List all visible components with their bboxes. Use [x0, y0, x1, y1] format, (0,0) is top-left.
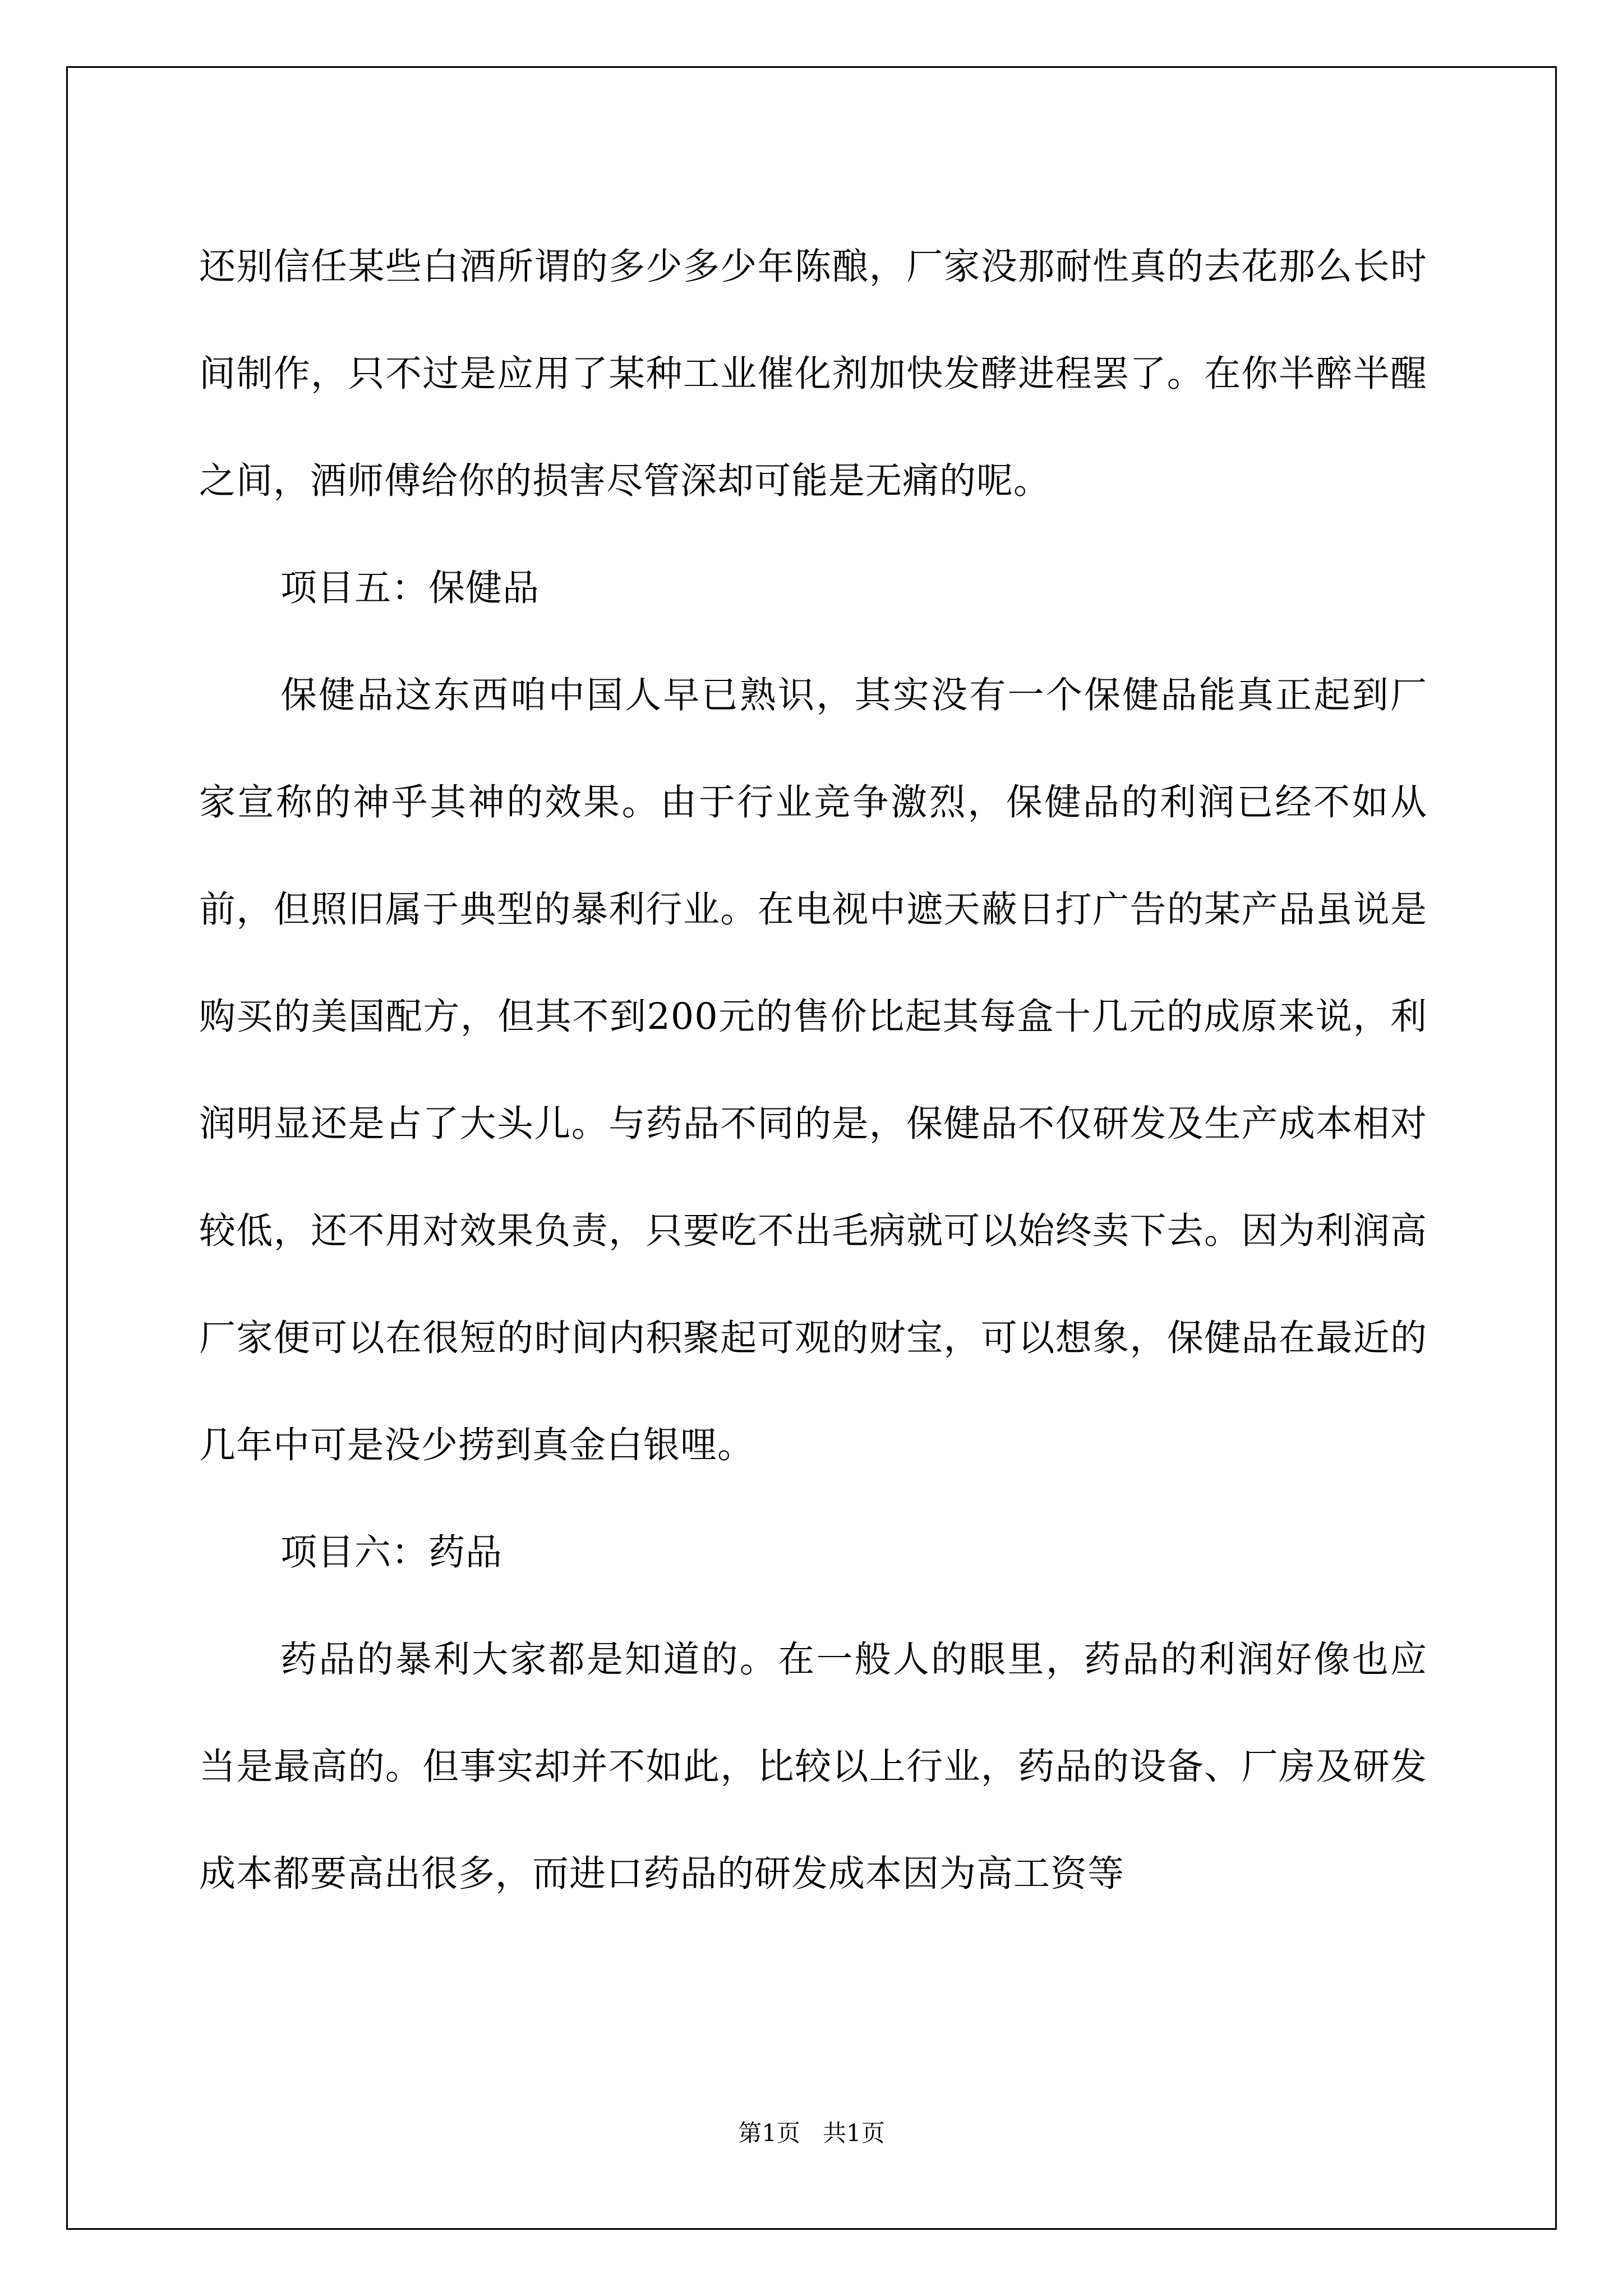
paragraph-1: 还别信任某些白酒所谓的多少多少年陈酿，厂家没那耐性真的去花那么长时间制作，只不过是应用了某种工业催化剂加快发酵进程罢了。在你半醉半醒之间，酒师傅给你的损害尽管深却可能是无痛的呢。 [199, 246, 1427, 502]
paragraph-health-products: 保健品这东西咱中国人早已熟识，其实没有一个保健品能真正起到厂家宣称的神乎其神的效果。由于行业竞争激烈，保健品的利润已经不如从前，但照旧属于典型的暴利行业。在电视中遮天蔽日打广告的某产品虽说是购买的美国配方，但其不到200元的售价比起其每盒十几元的成原来说，利润明显还是占了大头儿。与药品不同的是，保健品不仅研发及生产成本相对较低，还不用对效果负责，只要吃不出毛病就可以始终卖下去。因为利润高厂家便可以在很短的时间内积聚起可观的财宝，可以想象，保健品在最近的几年中可是没少捞到真金白银哩。 [199, 674, 1427, 1466]
heading-item-five: 项目五：保健品 [280, 567, 540, 609]
heading-item-six: 项目六：药品 [280, 1531, 503, 1573]
page-total: 共1页 [823, 2119, 885, 2147]
paragraph-medicine: 药品的暴利大家都是知道的。在一般人的眼里，药品的利润好像也应当是最高的。但事实却并不如此，比较以上行业，药品的设备、厂房及研发成本都要高出很多，而进口药品的研发成本因为高工资等 [199, 1639, 1427, 1895]
page-footer [0, 2115, 1623, 2148]
document-body [199, 213, 1427, 1927]
page-number: 第1页 [738, 2119, 800, 2147]
